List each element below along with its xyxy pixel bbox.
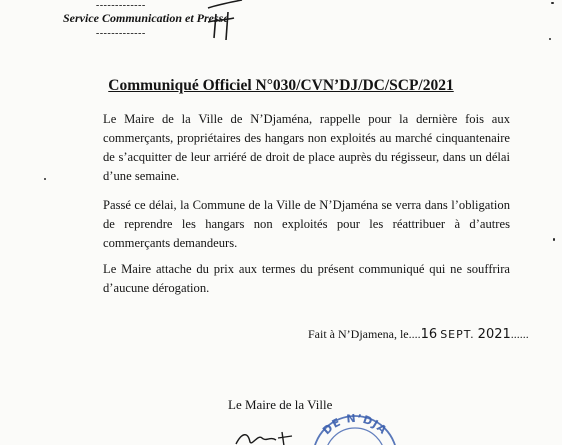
scan-speck xyxy=(549,38,551,40)
date-line xyxy=(308,327,529,342)
paragraph-reminder-text: Le Maire de la Ville de N’Djaména, rappelle pour la dernière fois aux commerçants, propriétaires des hangars non exploités au marché cinquantenaire de s’acquitter de leur arriéré de droit de place auprès du régisseur, dans un délai d’une semaine. xyxy=(103,112,510,183)
service-heading: Service Communication et Presse xyxy=(63,11,229,25)
handwritten-initials xyxy=(198,0,246,42)
mayor-title: Le Maire de la Ville xyxy=(228,397,333,412)
date-month: SEPT. xyxy=(440,328,475,341)
stamp-text: DE N’DJA xyxy=(320,411,390,438)
paragraph-deadline xyxy=(103,196,510,253)
paragraph-deadline-text: Passé ce délai, la Commune de la Ville de N’Djaména se verra dans l’obligation de reprendre les hangars non exploités pour les réattribuer à d’autres commerçants demandeurs. xyxy=(103,198,510,250)
scan-speck xyxy=(553,238,555,241)
communique-title: Communiqué Officiel N°030/CVN’DJ/DC/SCP/2021 xyxy=(108,77,454,94)
date-prefix: Fait à N’Djamena, le xyxy=(308,327,409,341)
official-stamp xyxy=(305,410,405,445)
paragraph-closing xyxy=(103,260,510,298)
date-dots-after: ...... xyxy=(510,327,529,341)
header-dashes-top: ------------- xyxy=(96,0,146,11)
mayor-signature xyxy=(232,428,302,445)
paragraph-reminder xyxy=(103,110,510,186)
date-day: 16 xyxy=(420,327,438,342)
scan-speck xyxy=(44,178,46,180)
paragraph-closing-text: Le Maire attache du prix aux termes du présent communiqué qui ne souffrira d’aucune dérogation. xyxy=(103,262,510,295)
header-dashes-bottom: ------------- xyxy=(96,28,146,39)
date-year: 2021 xyxy=(477,327,511,342)
scan-speck xyxy=(551,2,554,4)
date-dots-before: .... xyxy=(408,327,421,341)
